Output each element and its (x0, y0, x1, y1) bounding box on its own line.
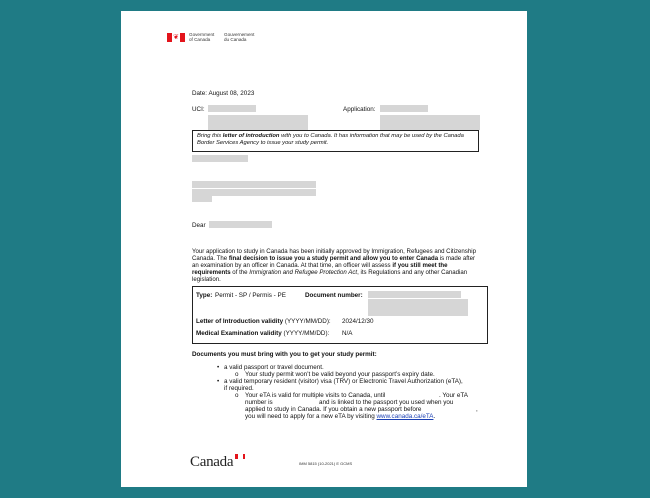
loi-validity-value: 2024/12/30 (342, 318, 374, 325)
canada-flag-icon: ❦ (167, 33, 185, 42)
eta-line-3a: applied to study in Canada. If you obtain a new passport before (245, 406, 422, 413)
letter-page (121, 11, 527, 487)
government-of-canada-label: Government of Canada (189, 32, 215, 43)
type-label: Type: (196, 292, 213, 299)
loi-validity-label: Letter of Introduction validity (YYYY/MM/DD): (196, 318, 331, 325)
eta-line-3b: , (476, 406, 478, 413)
bullet-visa-eta: a valid temporary resident (visitor) visa (TRV) or Electronic Travel Authorization (eTA), (224, 378, 463, 385)
eta-line-1a: Your eTA is valid for multiple visits to Canada, until (245, 392, 386, 399)
redacted-application-number (380, 105, 428, 112)
medical-validity-value: N/A (342, 330, 353, 337)
form-code: IMM 5815 (10-2021) E GCMS (299, 461, 353, 466)
documents-heading: Documents you must bring with you to get your study permit: (192, 351, 377, 358)
eta-link[interactable]: www.canada.ca/eTA (376, 413, 434, 420)
redacted-client-id (192, 155, 248, 162)
letter-notice-box: Bring this letter of introduction with you to Canada. It has information that may be used by the Canada Border Services Agency to issue your study permit. (192, 130, 479, 152)
gouvernement-du-canada-label: Gouvernement du Canada (224, 32, 255, 43)
redacted-application-details (380, 115, 480, 130)
bullet-dot-1: • (217, 364, 220, 371)
bullet-visa-eta-cont: if required. (224, 385, 254, 392)
eta-line-2b: and is linked to the passport you used when you (319, 399, 454, 406)
canada-wordmark-flag-icon (235, 454, 245, 459)
type-value: Permit - SP / Permis - PE (215, 292, 286, 299)
application-label: Application: (343, 106, 376, 113)
bullet-dot-2: • (217, 378, 220, 385)
sub-bullet-circle-2: o (235, 392, 239, 399)
salutation: Dear (192, 222, 206, 229)
eta-line-2a: number is (245, 399, 273, 406)
bullet-passport: a valid passport or travel document. (224, 364, 324, 371)
medical-validity-label: Medical Examination validity (YYYY/MM/DD): (196, 330, 330, 337)
redacted-recipient-name (209, 221, 272, 228)
letter-date: Date: August 08, 2023 (192, 90, 255, 97)
uci-label: UCI: (192, 106, 205, 113)
redacted-document-number (368, 291, 461, 298)
redacted-address-block (208, 115, 308, 130)
sub-bullet-circle-1: o (235, 371, 239, 378)
sub-bullet-passport-expiry: Your study permit won’t be valid beyond your passport’s expiry date. (245, 371, 435, 378)
redacted-uci (208, 105, 256, 112)
eta-line-4: you will need to apply for a new eTA by visiting www.canada.ca/eTA. (245, 413, 436, 420)
redacted-recipient-line-1 (192, 181, 316, 188)
document-number-label: Document number: (305, 292, 363, 299)
canada-wordmark: Canada (190, 454, 234, 470)
eta-line-1b: . Your eTA (439, 392, 468, 399)
approval-paragraph: Your application to study in Canada has been initially approved by Immigration, Refugees and Citizenship Canada. The final decision to issue you a study permit and allow you to enter Canada is made after an examination by an officer in Canada. At that time, an officer will assess if you still meet the requirements of the Immigration and Refugee Protection Act, its Regulations and any other Canadian legislation. (192, 248, 476, 283)
redacted-document-details (368, 299, 468, 316)
redacted-recipient-line-2 (192, 189, 316, 196)
redacted-recipient-line-3 (192, 196, 212, 202)
